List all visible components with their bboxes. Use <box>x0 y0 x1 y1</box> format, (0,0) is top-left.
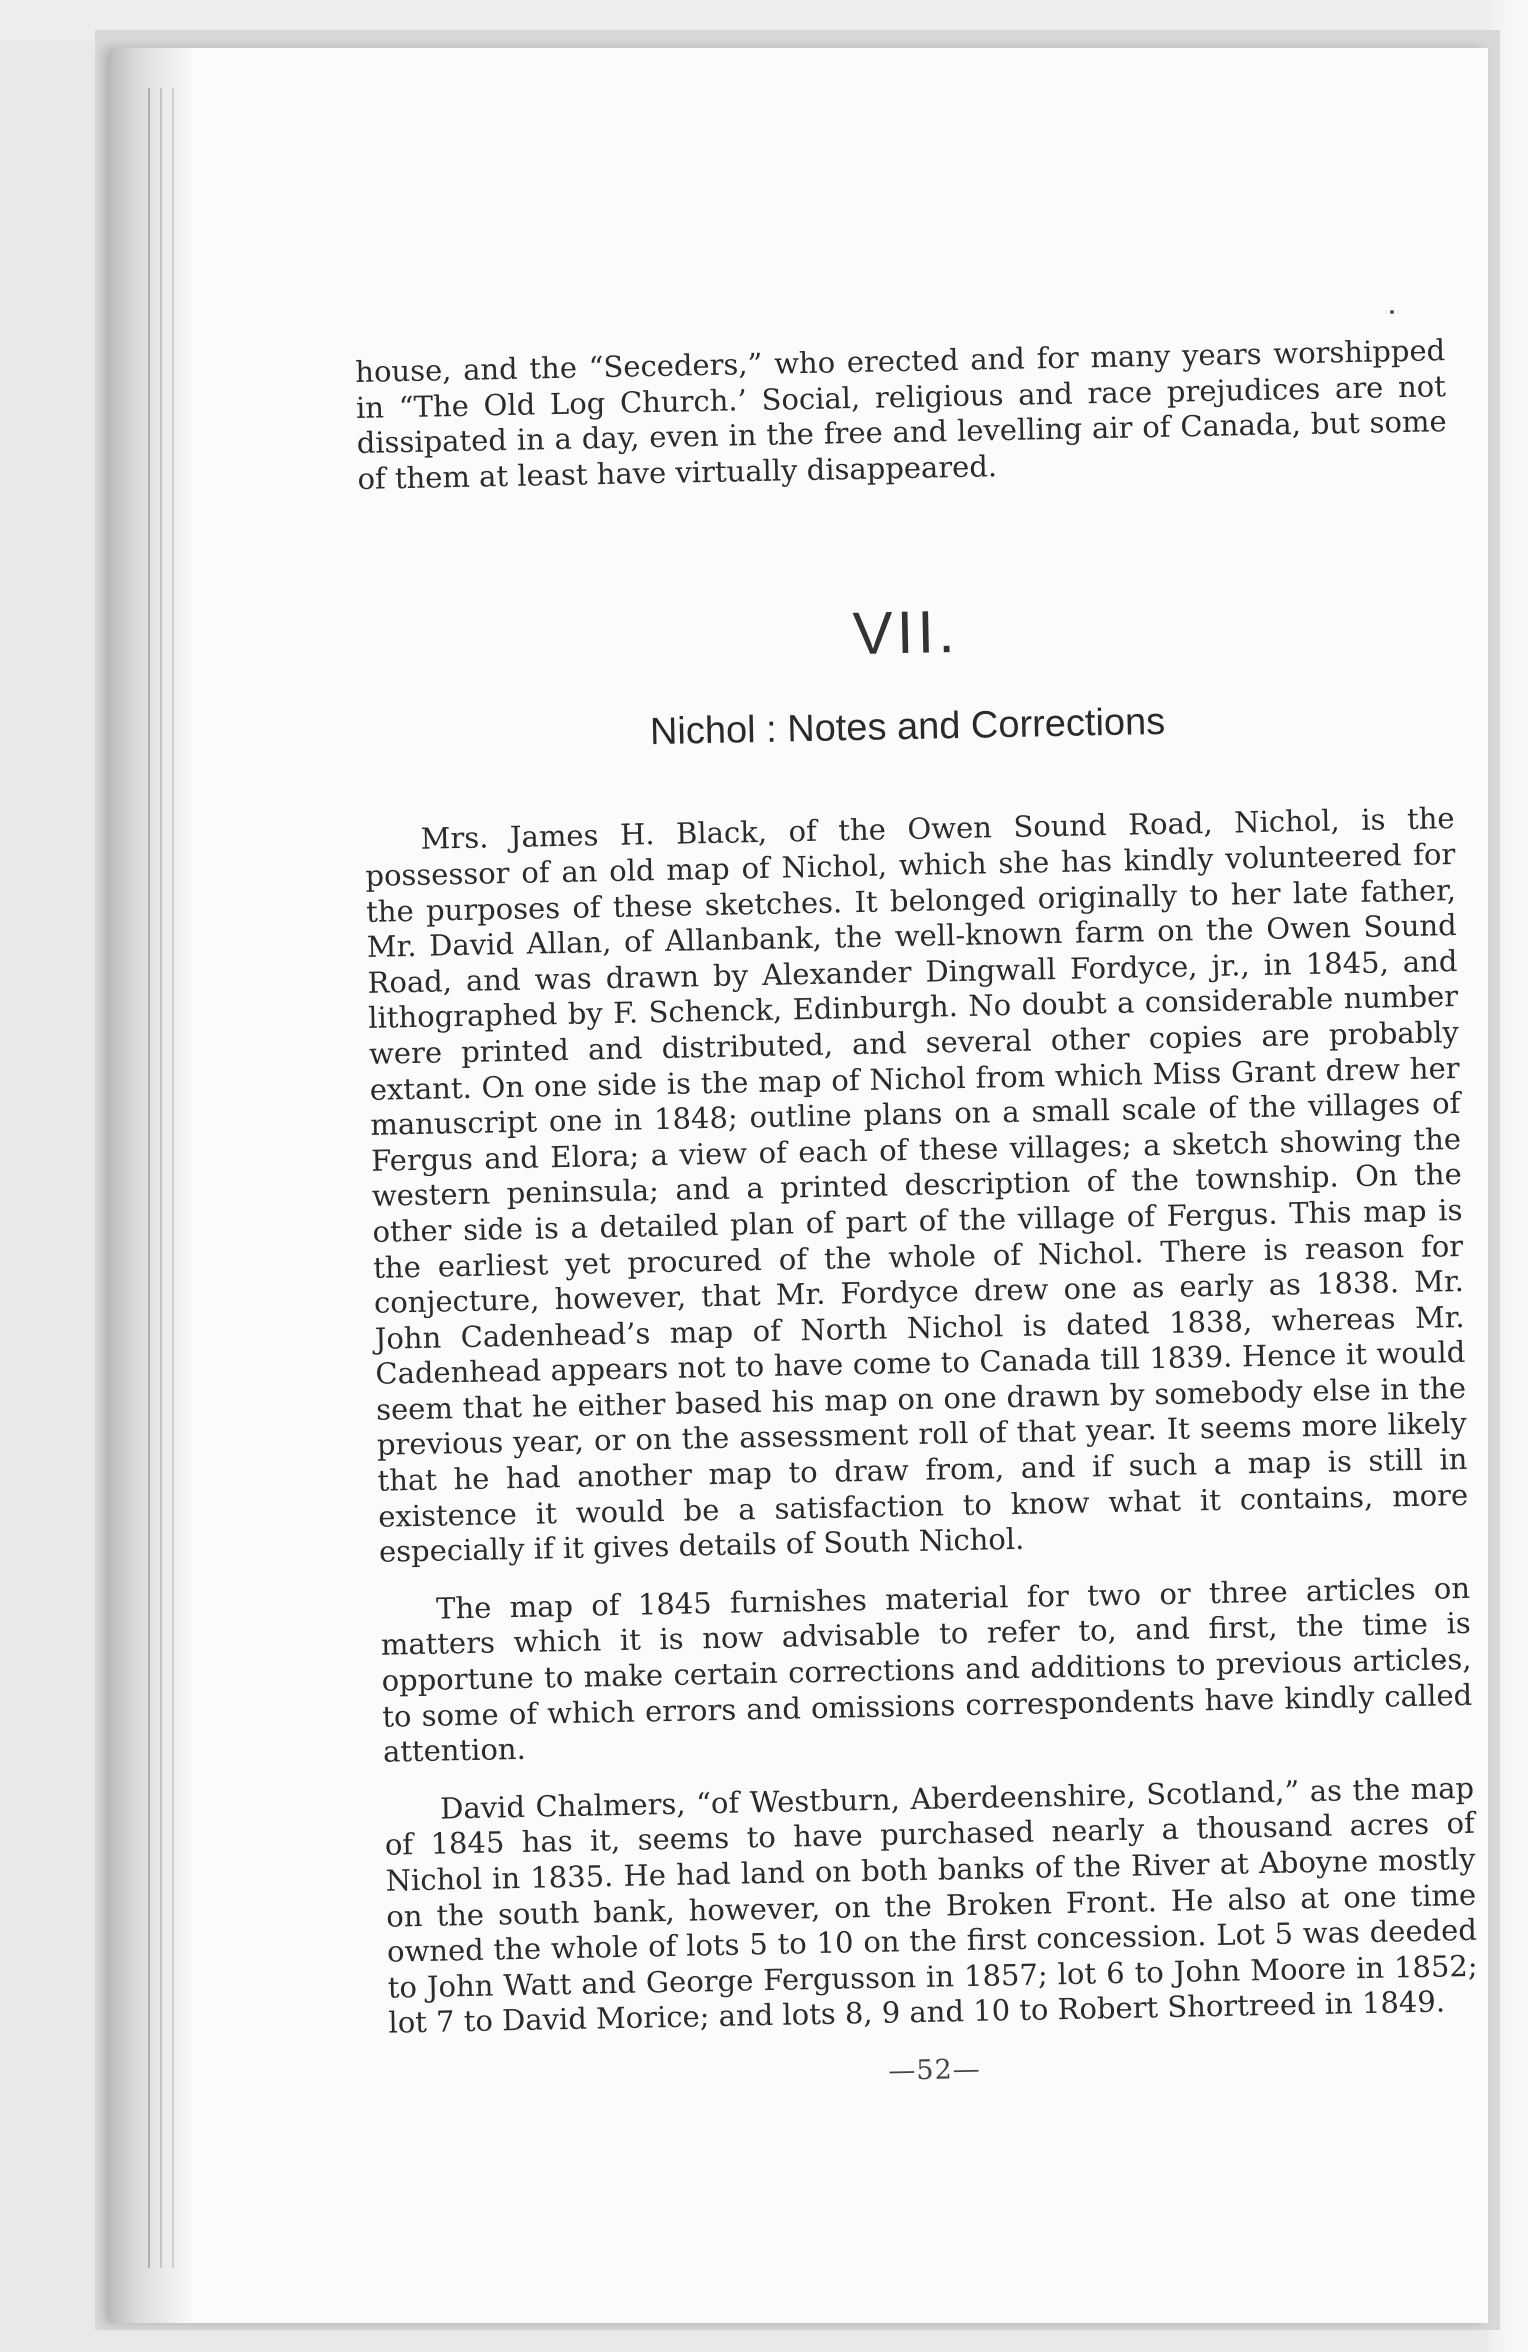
chapter-body <box>364 801 1478 2041</box>
body-paragraph: Mrs. James H. Black, of the Owen Sound Road, Nichol, is the possessor of an old map of Nichol, which she has kindly volunteered for the purposes of these sketches. It belonged originally to her late father, Mr. David Allan, of Allanbank, the well-known farm on the Owen Sound Road, and was drawn by Alexander Dingwall Fordyce, jr., in 1845, and lithographed by F. Schenck, Edinburgh. No doubt a considerable number were printed and distributed, and several other copies are probably extant. On one side is the map of Nichol from which Miss Grant drew her manuscript one in 1848; outline plans on a small scale of the villages of Fergus and Elora; a view of each of these villages; a sketch showing the western peninsula; and a printed description of the township. On the other side is a detailed plan of part of the village of Fergus. This map is the earliest yet procured of the whole of Nichol. There is reason for conjecture, however, that Mr. Fordyce drew one as early as 1838. Mr. John Cadenhead’s map of North Nichol is dated 1838, whereas Mr. Cadenhead appears not to have come to Canada till 1839. Hence it would seem that he either based his map on one drawn by somebody else in the previous year, or on the assessment roll of that year. It seems more likely that he had another map to draw from, and if such a map is still in existence it would be a satisfaction to know what it contains, more especially if it gives details of South Nichol. <box>365 801 1469 1570</box>
page-number: —52— <box>888 2053 982 2087</box>
body-paragraph: David Chalmers, “of Westburn, Aberdeenshire, Scotland,” as the map of 1845 has it, seems to have purchased nearly a thousand acres of Nichol in 1835. He had land on both banks of the River at Aboyne mostly on the south bank, however, on the Broken Front. He also at one time owned the whole of lots 5 to 10 on the first concession. Lot 5 was deeded to John Watt and George Fergusson in 1857; lot 6 to John Moore in 1852; lot 7 to David Morice; and lots 8, 9 and 10 to Robert Shortreed in 1849. <box>384 1770 1478 2041</box>
chapter-title: Nichol : Notes and Corrections <box>649 701 1166 754</box>
opening-paragraph: house, and the “Seceders,” who erected and for many years worshipped in “The Old Log Church.’ Social, religious and race prejudices are not dissipated in a day, even in the free and levelling air of Canada, but some of them at least have virtually disappeared. <box>355 333 1447 496</box>
book-binding-gutter <box>110 48 192 2323</box>
gutter-line <box>172 88 174 2268</box>
paper-speck <box>1390 310 1394 314</box>
chapter-number: VII. <box>852 598 960 668</box>
body-paragraph: The map of 1845 furnishes material for two or three articles on matters which it is now advisable to refer to, and first, the time is opportune to make certain corrections and additions to previous articles, to some of which errors and omissions correspondents have kindly called attention. <box>380 1570 1473 1769</box>
gutter-line <box>160 88 162 2268</box>
gutter-line <box>148 88 150 2268</box>
page-text-block <box>355 333 1480 2096</box>
